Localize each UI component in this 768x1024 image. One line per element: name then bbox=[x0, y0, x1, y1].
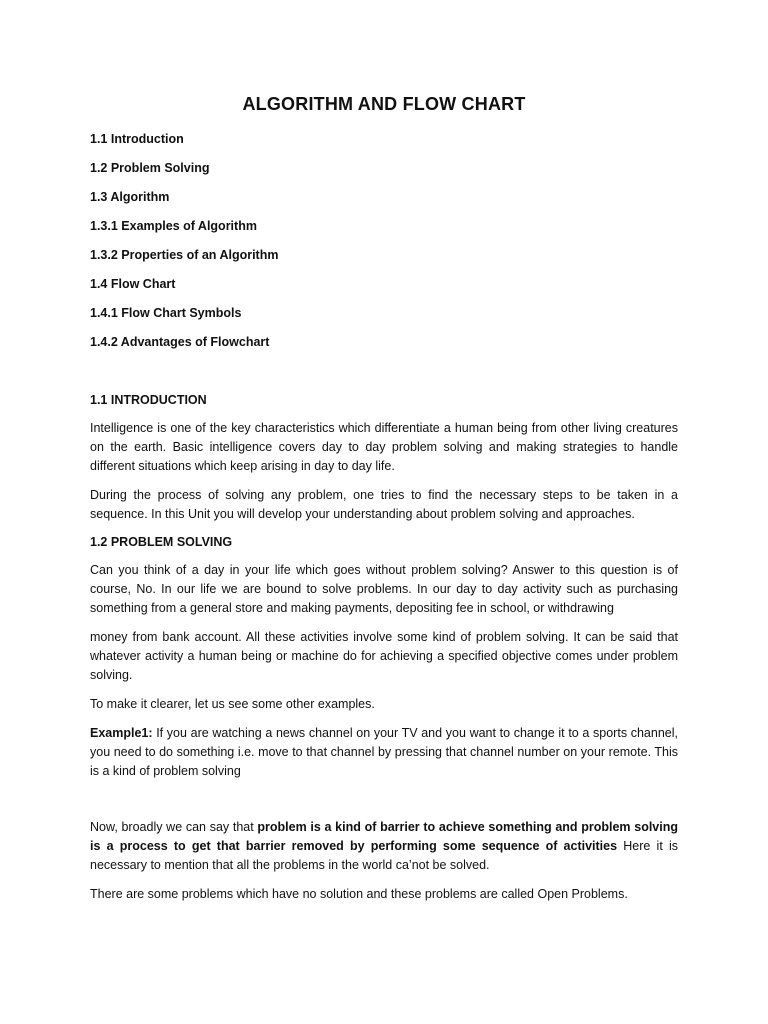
paragraph: To make it clearer, let us see some other examples. bbox=[90, 697, 375, 711]
page-title: ALGORITHM AND FLOW CHART bbox=[242, 94, 526, 114]
document-body bbox=[90, 392, 678, 914]
paragraph: Intelligence is one of the key characteristics which differentiate a human being from other living creatures on the earth. Basic intelligence covers day to day problem solving and making strategies to handle different situations which keep arising in day to day life. bbox=[90, 421, 678, 473]
toc-item: 1.4 Flow Chart bbox=[90, 277, 176, 291]
table-of-contents bbox=[90, 131, 278, 363]
toc-item: 1.3.1 Examples of Algorithm bbox=[90, 219, 257, 233]
example-text: If you are watching a news channel on your TV and you want to change it to a sports channel, you need to do something i.e. move to that channel by pressing that channel number on your remote. This is a kind of problem solving bbox=[90, 726, 678, 778]
definition-prefix: Now, broadly we can say that bbox=[90, 820, 258, 834]
definition-paragraph bbox=[90, 818, 678, 875]
section-heading-introduction: 1.1 INTRODUCTION bbox=[90, 393, 207, 407]
paragraph: During the process of solving any problem, one tries to find the necessary steps to be taken in a sequence. In this Unit you will develop your understanding about problem solving and approaches. bbox=[90, 488, 678, 521]
toc-item: 1.2 Problem Solving bbox=[90, 161, 210, 175]
section-heading-problem-solving: 1.2 PROBLEM SOLVING bbox=[90, 535, 233, 549]
definition-suffix: Here it is necessary to mention that all the problems in the world ca’not be solved. bbox=[90, 839, 679, 872]
definition-bold: problem is a kind of barrier to achieve something and problem solving is a process to get that barrier removed by performing some sequence of activities bbox=[90, 820, 679, 853]
toc-item: 1.3.2 Properties of an Algorithm bbox=[90, 248, 279, 262]
toc-item: 1.4.1 Flow Chart Symbols bbox=[90, 306, 242, 320]
toc-item: 1.1 Introduction bbox=[90, 132, 184, 146]
toc-item: 1.3 Algorithm bbox=[90, 190, 170, 204]
paragraph: Can you think of a day in your life which goes without problem solving? Answer to this question is of course, No. In our life we are bound to solve problems. In our day to day activity such as purchasing something from a general store and making payments, depositing fee in school, or withdrawing bbox=[90, 563, 678, 615]
example-label: Example1: bbox=[90, 726, 153, 740]
example-paragraph bbox=[90, 724, 678, 781]
paragraph: money from bank account. All these activities involve some kind of problem solving. It can be said that whatever activity a human being or machine do for achieving a specified objective comes under problem solving. bbox=[90, 630, 678, 682]
toc-item: 1.4.2 Advantages of Flowchart bbox=[90, 335, 270, 349]
paragraph: There are some problems which have no solution and these problems are called Open Problems. bbox=[90, 887, 628, 901]
